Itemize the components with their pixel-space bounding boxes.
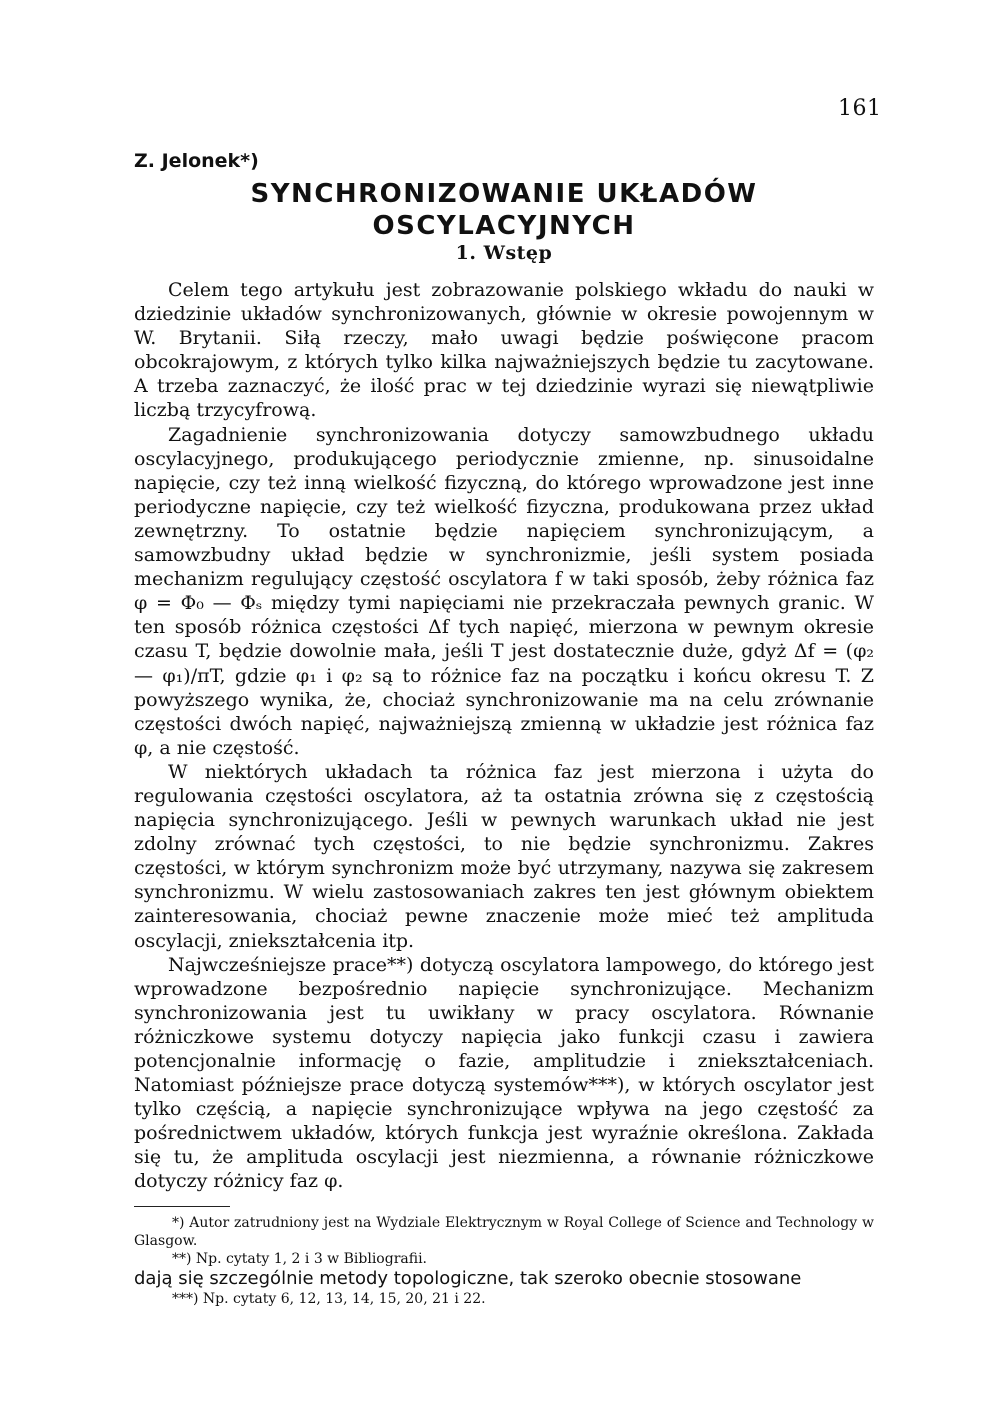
footnotes [134, 1214, 874, 1308]
article-body [134, 278, 874, 1194]
stray-text-line: dają się szczególnie metody topologiczne, tak szeroko obecnie stosowane [134, 1268, 802, 1289]
paragraph: W niektórych układach ta różnica faz jest mierzona i użyta do regulowania częstości oscylatora, aż ta ostatnia zrówna się z częstością napięcia synchronizującego. Jeśli w pewnych warunkach układ nie jest zdolny zrównać tych częstości, to nie będzie synchronizmu. Zakres częstości, w którym synchronizm może być utrzymany, nazywa się zakresem synchronizmu. W wielu zastosowaniach zakres ten jest głównym obiektem zainteresowania, chociaż pewne znaczenie może mieć też amplituda oscylacji, zniekształcenia itp. [134, 760, 874, 952]
footnote: ***) Np. cytaty 6, 12, 13, 14, 15, 20, 21 i 22. [172, 1291, 486, 1307]
paragraph: Zagadnienie synchronizowania dotyczy samowzbudnego układu oscylacyjnego, produkującego periodycznie zmienne, np. sinusoidalne napięcie, czy też inną wielkość fizyczną, do którego wprowadzone jest inne periodyczne napięcie, czy też wielkość fizyczna, produkowana przez układ zewnętrzny. To ostatnie będzie napięciem synchronizującym, a samowzbudny układ będzie w synchronizmie, jeśli system posiada mechanizm regulujący częstość oscylatora f w taki sposób, żeby różnica faz φ = Φ₀ — Φₛ między tymi napięciami nie przekraczała pewnych granic. W ten sposób różnica częstości Δf tych napięć, mierzona w pewnym okresie czasu T, będzie dowolnie mała, jeśli T jest dostatecznie duże, gdyż Δf = (φ₂ — φ₁)/πT, gdzie φ₁ i φ₂ są to różnice faz na początku i końcu okresu T. Z powyższego wynika, że, chociaż synchronizowanie ma na celu zrównanie częstości dwóch napięć, najważniejszą zmienną w układzie jest różnica faz φ, a nie częstość. [134, 423, 874, 759]
paragraph: Najwcześniejsze prace**) dotyczą oscylatora lampowego, do którego jest wprowadzone bezpośrednio napięcie synchronizujące. Mechanizm synchronizowania jest tu uwikłany w pracy oscylatora. Równanie różniczkowe systemu dotyczy napięcia jako funkcji czasu i zawiera potencjonalnie informację o fazie, amplitudzie i zniekształceniach. Natomiast późniejsze prace dotyczą systemów***), w których oscylator jest tylko częścią, a napięcie synchronizujące wpływa na jego częstość za pośrednictwem układów, których funkcja jest wyraźnie określona. Zakłada się tu, że amplituda oscylacji jest niezmienna, a równanie różniczkowe dotyczy różnicy faz φ. [134, 953, 874, 1193]
article-title-line1: SYNCHRONIZOWANIE UKŁADÓW [250, 179, 758, 209]
page-number: 161 [838, 96, 882, 121]
footnote: *) Autor zatrudniony jest na Wydziale Elektrycznym w Royal College of Science and Technology w Glasgow. [134, 1215, 874, 1249]
article-title [134, 178, 874, 242]
footnote: **) Np. cytaty 1, 2 i 3 w Bibliografii. [172, 1251, 427, 1267]
author-name: Z. Jelonek*) [134, 150, 259, 172]
paragraph: Celem tego artykułu jest zobrazowanie polskiego wkładu do nauki w dziedzinie układów synchronizowanych, głównie w okresie powojennym w W. Brytanii. Siłą rzeczy, mało uwagi będzie poświęcone pracom obcokrajowym, z których tylko kilka najważniejszych będzie tu zacytowane. A trzeba zaznaczyć, że ilość prac w tej dziedzinie wyrazi się niewątpliwie liczbą trzycyfrową. [134, 279, 874, 422]
section-heading: 1. Wstęp [455, 242, 553, 264]
footnote-divider [134, 1206, 230, 1207]
article-title-line2: OSCYLACYJNYCH [372, 211, 636, 241]
